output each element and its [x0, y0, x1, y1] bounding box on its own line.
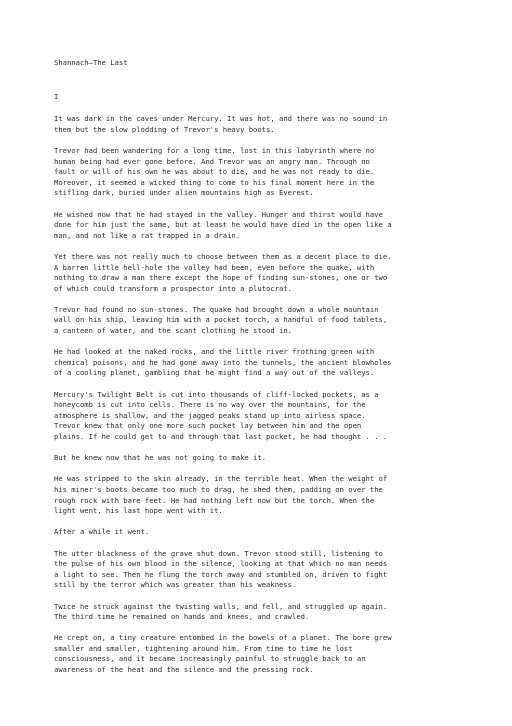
paragraph-line: Mercury's Twilight Belt is cut into thousands of cliff-locked pockets, as a [54, 389, 379, 399]
paragraph-line: He wished now that he had stayed in the valley. Hunger and thirst would have [54, 209, 383, 219]
paragraph-line: of a cooling planet, gambling that he might find a way out of the valleys. [54, 368, 375, 378]
paragraph-line: nothing to draw a man there except the hope of finding sun-stones, one or two [54, 273, 388, 283]
paragraph-line: He had looked at the naked rocks, and the little river frothing green with [54, 347, 375, 357]
paragraph [54, 347, 464, 379]
paragraph-line: honeycomb is cut into cells. There is no way over the mountains, for the [54, 400, 366, 410]
paragraph-line: Trevor had found no sun-stones. The quake had brought down a whole mountain [54, 304, 379, 314]
paragraph-line: consciousness, and it became increasingly painful to struggle back to an [54, 654, 366, 664]
paragraph-line: Twice he struck against the twisting walls, and fell, and struggled up again. [54, 601, 388, 611]
paragraph-line: atmosphere is shallow, and the jagged peaks stand up into airless space. [54, 410, 366, 420]
paragraph-line: still by the terror which was greater than his weakness. [54, 580, 297, 590]
paragraph-line: human being had ever gone before. And Trevor was an angry man. Through no [54, 156, 370, 166]
paragraph [54, 549, 464, 591]
paragraph-line: He crept on, a tiny creature entombed in the bowels of a planet. The bore grew [54, 633, 392, 643]
paragraph-line: of which could transform a prospector into a plutocrat. [54, 283, 292, 293]
paragraph-line: rough rock with bare feet. He had nothing left now but the torch. When the [54, 495, 375, 505]
paragraph-line: He was stripped to the skin already, in the terrible heat. When the weight of [54, 474, 388, 484]
paragraph-line: light went, his last hope went with it. [54, 506, 223, 516]
paragraph-line: plains. If he could get to and through that last pocket, he had thought . . . [54, 432, 388, 441]
paragraph-line: wall on his ship, leaving him with a pocket torch, a handful of food tablets, [54, 315, 388, 325]
document-title: Shannach—The Last [54, 58, 128, 67]
paragraph [54, 210, 464, 242]
paragraph-line: a canteen of water, and the scant clothing he stood in. [54, 326, 292, 336]
paragraph [54, 633, 464, 675]
document-page [54, 58, 464, 686]
paragraph-line: smaller and smaller, tightening around him. From time to time he lost [54, 643, 353, 653]
paragraph [54, 527, 464, 538]
paragraph [54, 146, 464, 199]
chapter-heading: I [54, 91, 59, 101]
paragraph-line: man, and not like a rat trapped in a drain. [54, 230, 241, 240]
paragraph-line: a light to see. Then he flung the torch away and stumbled on, driven to fight [54, 569, 388, 579]
paragraph-line: It was dark in the caves under Mercury. It was hot, and there was no sound in [54, 114, 388, 124]
paragraph-line: Trevor knew that only one more such pocket lay between him and the open [54, 421, 362, 431]
paragraph-line: Yet there was not really much to choose between them as a decent place to die. [54, 251, 392, 261]
paragraph-line: The third time he remained on hands and knees, and crawled. [54, 612, 310, 622]
paragraph-line: done for him just the same, but at least he would have died in the open like a [54, 220, 392, 230]
paragraph-line: chemical poisons, and he had gone away into the tunnels, the ancient blowholes [54, 357, 392, 367]
paragraph-line: But he knew now that he was not going to make it. [54, 453, 267, 463]
paragraph [54, 252, 464, 294]
paragraph-line: his miner's boots became too much to drag, he shed them, padding on over the [54, 484, 383, 494]
paragraph-line: The utter blackness of the grave shut down. Trevor stood still, listening to [54, 548, 383, 558]
paragraph-line: A barren little hell-hole the valley had been, even before the quake, with [54, 262, 375, 272]
body-text [54, 114, 464, 675]
paragraph-line: Moreover, it seemed a wicked thing to come to his final moment here in the [54, 177, 375, 187]
paragraph-line: Trevor had been wandering for a long time, lost in this labyrinth where no [54, 145, 375, 155]
paragraph-line: the pulse of his own blood in the silence, looking at that which no man needs [54, 559, 388, 569]
paragraph [54, 305, 464, 337]
paragraph-line: fault or will of his own he was about to die, and he was not ready to die. [54, 167, 375, 177]
paragraph [54, 474, 464, 516]
paragraph [54, 114, 464, 135]
paragraph [54, 390, 464, 443]
paragraph-line: After a while it went. [54, 527, 150, 537]
paragraph-line: them but the slow plodding of Trevor's heavy boots. [54, 124, 275, 134]
paragraph [54, 453, 464, 464]
paragraph-line: awareness of the heat and the silence and the pressing rock. [54, 665, 314, 675]
paragraph [54, 602, 464, 623]
paragraph-line: stifling dark, buried under alien mountains high as Everest. [54, 188, 314, 198]
